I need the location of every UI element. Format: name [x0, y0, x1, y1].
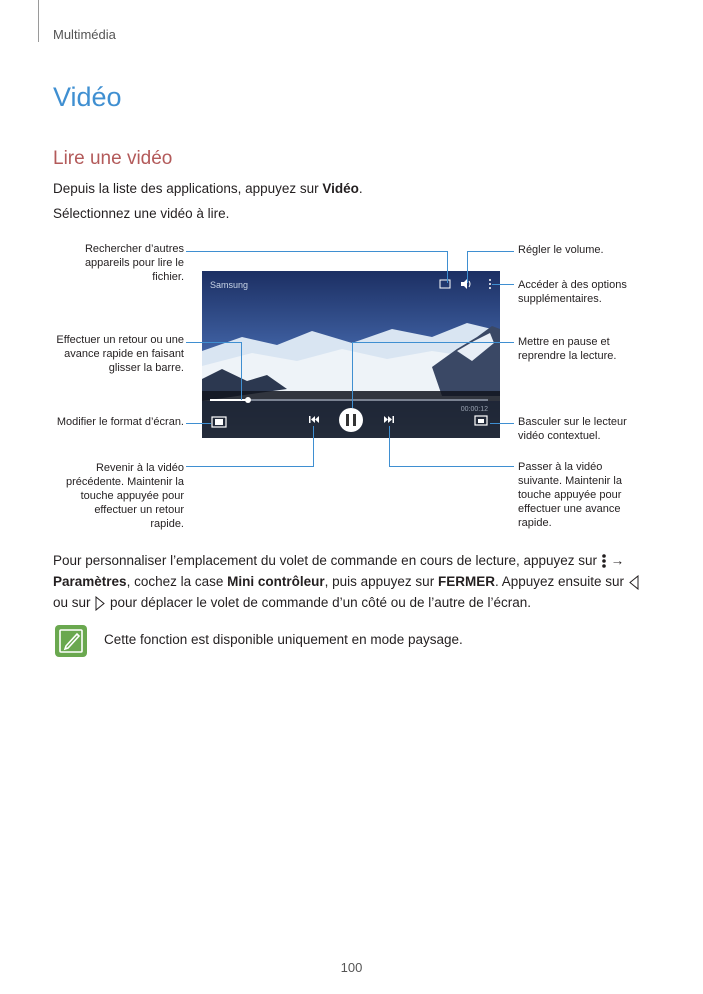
progress-fill — [210, 399, 248, 401]
callout-line-more — [492, 284, 514, 285]
callout-line-previous-v — [313, 426, 314, 467]
callout-line-previous — [186, 466, 314, 467]
video-watermark: Samsung — [210, 280, 249, 290]
note-text: Cette fonction est disponible uniquement en mode paysage. — [104, 632, 463, 647]
callout-line-seek — [186, 342, 242, 343]
video-player[interactable] — [202, 271, 500, 438]
callout-line-next-v — [389, 426, 390, 467]
left-arrow-inline-icon — [628, 575, 640, 590]
step-1: Depuis la liste des applications, appuyez sur Vidéo. — [53, 181, 363, 196]
step-2: Sélectionnez une vidéo à lire. — [53, 206, 230, 221]
callout-line-popup — [490, 423, 514, 424]
section-title: Multimédia — [53, 27, 116, 42]
progress-track[interactable] — [210, 399, 488, 401]
callout-line-next — [389, 466, 514, 467]
header-rule — [38, 0, 39, 42]
more-options-icon[interactable] — [489, 279, 491, 289]
page-number: 100 — [340, 960, 363, 975]
callout-line-search-v — [447, 251, 448, 283]
caption-popup: Basculer sur le lecteur vidéo contextuel. — [518, 416, 627, 442]
callout-line-volume-v — [467, 251, 468, 283]
caption-volume: Régler le volume. — [518, 244, 604, 256]
callout-line-search — [186, 251, 447, 252]
caption-seek: Effectuer un retour ou une avance rapide en faisant glisser la barre. — [56, 334, 184, 374]
progress-handle[interactable] — [245, 397, 251, 403]
pause-button[interactable] — [339, 408, 363, 432]
callout-line-pause — [352, 342, 514, 343]
caption-pause: Mettre en pause et reprendre la lecture. — [518, 336, 617, 362]
caption-previous: Revenir à la vidéo précédente. Maintenir la touche appuyée pour effectuer un retour rapide. — [65, 462, 184, 530]
note-pencil-icon — [55, 625, 87, 657]
instructions-paragraph: Pour personnaliser l’emplacement du volet de commande en cours de lecture, appuyez sur → Paramètres, cochez la case Mini contrôleur, puis appuyez sur FERMER. Appuyez ensuite sur ou sur pour déplacer le volet de commande d’un côté ou de l’autre de l’écran. — [53, 550, 653, 613]
section-heading: Lire une vidéo — [53, 148, 173, 169]
app-name: Vidéo — [322, 181, 359, 196]
caption-search-devices: Rechercher d’autres appareils pour lire le fichier. — [84, 243, 184, 283]
time-readout: 00:00:12 — [460, 406, 488, 413]
video-frame — [202, 271, 500, 438]
callout-line-format — [186, 423, 211, 424]
callout-line-volume — [467, 251, 514, 252]
caption-format: Modifier le format d’écran. — [56, 416, 184, 428]
caption-more-options: Accéder à des options supplémentaires. — [518, 279, 627, 305]
callout-line-seek-v — [241, 342, 242, 400]
page-title: Vidéo — [53, 82, 122, 112]
callout-line-pause-v — [352, 342, 353, 408]
caption-next: Passer à la vidéo suivante. Maintenir la touche appuyée pour effectuer une avance rapide. — [518, 461, 622, 529]
right-arrow-inline-icon — [94, 596, 106, 611]
